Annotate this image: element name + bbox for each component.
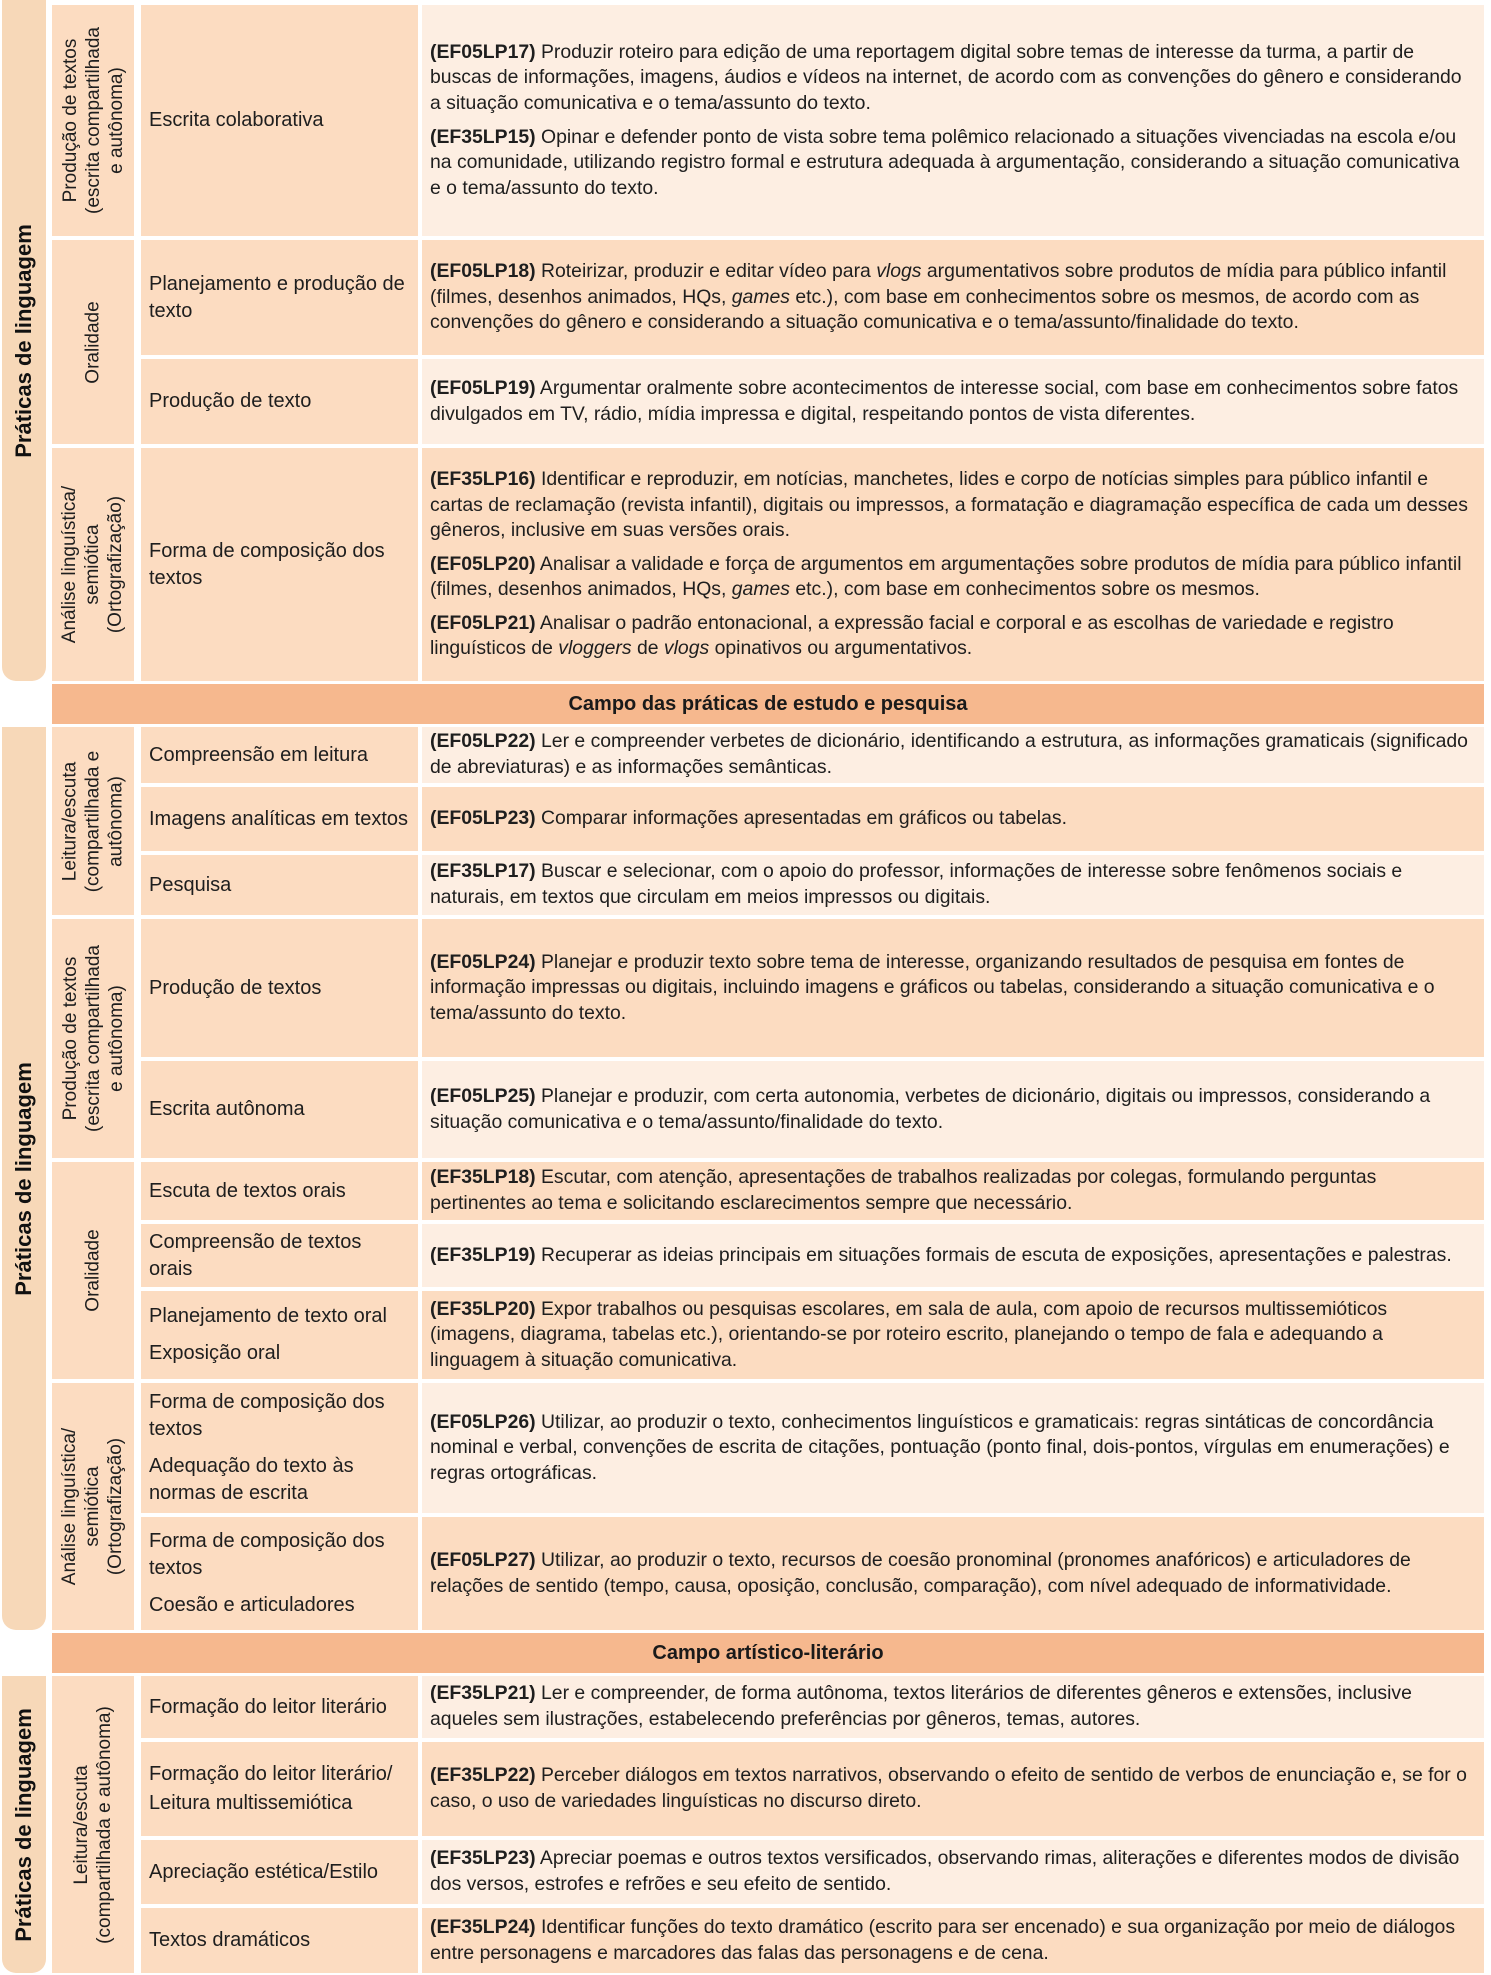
objeto-text: Produção de textos [149,976,322,999]
eixo-cell [52,1676,134,1973]
habilidade-italic: games [731,578,790,601]
campo-header: Campo das práticas de estudo e pesquisa [52,684,1484,724]
habilidade-text: etc.), com base em conhecimentos sobre os mesmos. [789,578,1260,601]
eixo-text: Análise linguística/ semiótica (Ortografização) [59,485,127,644]
habilidade [430,1915,1472,1966]
objeto-text: Formação do leitor literário/ [149,1763,393,1785]
eixo-text: Leitura/escuta (compartilhada e autônoma) [59,750,127,892]
habilidade-cell [422,1061,1484,1158]
habilidade-text: Apreciar poemas e outros textos versificados, observando rimas, aliterações e diferentes modos de divisão dos versos, estrofes e refrões e seu efeito de sentido. [430,1847,1460,1895]
objeto-text: Textos dramáticos [149,1929,311,1951]
habilidade [430,1297,1472,1374]
habilidade-cell [422,1742,1484,1836]
campo-header: Campo artístico-literário [52,1633,1484,1673]
eixo-cell [52,727,134,915]
habilidade [430,40,1472,117]
habilidade-text: Analisar a validade e força de argumentos em argumentações sobre produtos de mídia para público infantil (filmes, desenhos animados, HQs, [430,552,1462,601]
habilidade-code: (EF35LP16) [430,467,536,490]
habilidade-text: Utilizar, ao produzir o texto, recursos de coesão pronominal (pronomes anafóricos) e articuladores de relações de sentido (tempo, causa, oposição, conclusão, comparação), com nível adequado de informatividade. [430,1548,1411,1597]
objeto-text: Escrita colaborativa [149,109,324,131]
habilidade-text: Produzir roteiro para edição de uma reportagem digital sobre temas de interesse da turma, a partir de buscas de informações, imagens, áudios e vídeos na internet, de acordo com as convenções do gênero e considerando a situação comunicativa e o tema/assunto do texto. [430,40,1462,114]
habilidade-code: (EF05LP22) [430,730,536,753]
habilidade-text: Expor trabalhos ou pesquisas escolares, em sala de aula, com apoio de recursos multissemióticos (imagens, diagrama, tabelas etc.), orientando-se por roteiro escrito, planejando o tempo de fala e adequando a linguagem à situação comunicativa. [430,1297,1388,1371]
objeto-text: Planejamento de texto oral [149,1305,387,1327]
habilidade-text: Escutar, com atenção, apresentações de trabalhos realizadas por colegas, formulando perguntas pertinentes ao tema e solicitando esclarecimentos sempre que necessário. [430,1166,1377,1214]
habilidade-cell [422,919,1484,1057]
habilidade-code: (EF35LP18) [430,1166,536,1189]
eixo-cell [52,5,134,236]
objeto-cell [141,919,418,1057]
objeto-cell [141,1517,418,1630]
habilidade-code: (EF05LP21) [430,611,536,634]
habilidade-cell [422,727,1484,783]
eixo-text: Oralidade [82,1229,104,1312]
habilidade-cell [422,1291,1484,1379]
habilidade-code: (EF35LP15) [430,125,536,148]
objeto-cell [141,727,418,783]
objeto-text: Coesão e articuladores [149,1594,355,1616]
objeto-text: Forma de composição dos textos [149,1530,385,1579]
habilidade-italic: games [731,285,790,308]
pratica-label [2,727,46,1630]
habilidade [430,1763,1472,1814]
objeto-text: Exposição oral [149,1342,281,1364]
habilidade-text: Buscar e selecionar, com o apoio do professor, informações de interesse sobre fenômenos sociais e naturais, em textos que circulam em meios impressos ou digitais. [430,860,1403,908]
objeto-cell [141,1840,418,1904]
objeto-cell [141,1291,418,1379]
habilidade [430,125,1472,202]
objeto-text: Escrita autônoma [149,1098,305,1120]
objeto-text: Compreensão em leitura [149,743,368,766]
habilidade [430,1084,1472,1135]
objeto-text: Apreciação estética/Estilo [149,1860,379,1883]
objeto-cell [141,1676,418,1738]
objeto-text: Imagens analíticas em textos [149,807,409,830]
habilidade-text: Roteirizar, produzir e editar vídeo para [535,260,877,283]
pratica-text: Práticas de linguagem [11,1707,36,1942]
habilidade [430,1681,1472,1732]
objeto-cell [141,1162,418,1220]
habilidade-code: (EF05LP24) [430,950,536,973]
eixo-text: Leitura/escuta (compartilhada e autônoma) [71,1705,116,1944]
eixo-cell [52,1383,134,1630]
habilidade [430,611,1472,662]
habilidade-text: Recuperar as ideias principais em situações formais de escuta de exposições, apresentações e palestras. [535,1243,1452,1266]
habilidade-text: etc.), com base em conhecimentos sobre os mesmos, de acordo com as convenções do gênero e considerando a situação comunicativa e o tema/assunto/finalidade do texto. [430,285,1420,334]
habilidade [430,729,1472,780]
habilidade-code: (EF35LP19) [430,1243,536,1266]
habilidade-italic: vloggers [558,637,632,660]
habilidade-code: (EF35LP17) [430,860,536,883]
eixo-cell [52,919,134,1158]
habilidade-code: (EF05LP17) [430,40,536,63]
habilidade-text: Opinar e defender ponto de vista sobre tema polêmico relacionado a situações vivenciadas na escola e/ou na comunidade, utilizando registro formal e estrutura adequada à argumentação, considerando a situação comunicativa e o tema/assunto do texto. [430,125,1460,199]
pratica-label [2,0,46,681]
objeto-text: Leitura multissemiótica [149,1792,353,1814]
eixo-cell [52,240,134,444]
habilidade-cell [422,855,1484,915]
habilidade-text: Utilizar, ao produzir o texto, conhecimentos linguísticos e gramaticais: regras sintáticas de concordância nominal e verbal, convenções de escrita de citações, pontuação (ponto final, dois-pontos, vírgulas em enumerações) e regras ortográficas. [430,1410,1450,1484]
habilidade [430,1165,1472,1216]
objeto-text: Forma de composição dos textos [149,539,385,589]
habilidade-code: (EF35LP20) [430,1297,536,1320]
habilidade-text: Analisar o padrão entonacional, a expressão facial e corporal e as escolhas de variedade e registro linguísticos de [430,611,1394,660]
habilidade-italic: vlogs [876,260,922,283]
habilidade-text: Perceber diálogos em textos narrativos, observando o efeito de sentido de verbos de enunciação e, se for o caso, o uso de variedades linguísticas no discurso direto. [430,1764,1467,1812]
objeto-cell [141,1742,418,1836]
habilidade-cell [422,1840,1484,1904]
habilidade-code: (EF35LP21) [430,1682,536,1705]
habilidade-cell [422,240,1484,355]
habilidade-text: opinativos ou argumentativos. [709,637,973,660]
eixo-cell [52,1162,134,1379]
habilidade [430,376,1472,427]
pratica-text: Práticas de linguagem [11,223,36,458]
eixo-cell [52,448,134,681]
habilidade-code: (EF35LP23) [430,1847,536,1870]
objeto-cell [141,787,418,851]
objeto-cell [141,1061,418,1158]
objeto-text: Compreensão de textos orais [149,1230,362,1280]
habilidade-code: (EF05LP26) [430,1410,536,1433]
objeto-text: Produção de texto [149,390,312,412]
objeto-text: Formação do leitor literário [149,1695,387,1718]
habilidade-cell [422,787,1484,851]
pratica-label [2,1676,46,1973]
habilidade [430,1410,1472,1487]
habilidade-cell [422,1517,1484,1630]
eixo-text: Produção de textos (escrita compartilhada e autônoma) [59,945,127,1132]
habilidade-italic: vlogs [663,637,710,660]
habilidade [430,950,1472,1027]
habilidade-code: (EF05LP25) [430,1084,536,1107]
habilidade [430,806,1472,832]
habilidade-cell [422,1162,1484,1220]
objeto-cell [141,240,418,355]
objeto-text: Forma de composição dos textos [149,1391,385,1440]
habilidade [430,552,1472,603]
habilidade [430,1548,1472,1599]
objeto-text: Pesquisa [149,873,232,896]
habilidade-text: de [631,637,664,660]
habilidade-cell [422,1676,1484,1738]
habilidade-text: Argumentar oralmente sobre acontecimentos de interesse social, com base em conhecimentos sobre fatos divulgados em TV, rádio, mídia impressa e digital, respeitando pontos de vista diferentes. [430,376,1459,425]
habilidade [430,859,1472,910]
objeto-cell [141,359,418,444]
habilidade-text: Comparar informações apresentadas em gráficos ou tabelas. [535,807,1067,830]
habilidade-text: Planejar e produzir, com certa autonomia, verbetes de dicionário, digitais ou impressos, considerando a situação comunicativa e o tema/assunto/finalidade do texto. [430,1084,1431,1133]
habilidade-cell [422,1383,1484,1513]
habilidade-code: (EF05LP23) [430,807,536,830]
objeto-cell [141,1224,418,1287]
eixo-text: Oralidade [82,300,104,384]
objeto-text: Escuta de textos orais [149,1179,346,1202]
habilidade-cell [422,448,1484,681]
habilidade-code: (EF05LP19) [430,376,536,399]
habilidade [430,467,1472,544]
objeto-text: Adequação do texto às normas de escrita [149,1455,354,1504]
objeto-text: Planejamento e produção de texto [149,272,405,322]
habilidade [430,259,1472,336]
eixo-text: Produção de textos (escrita compartilhada e autônoma) [59,27,127,214]
habilidade-cell [422,359,1484,444]
habilidade-code: (EF05LP27) [430,1548,536,1571]
habilidade-text: Identificar e reproduzir, em notícias, manchetes, lides e corpo de notícias simples para público infantil e cartas de reclamação (revista infantil), digitais ou impressos, a formatação e diagramação específica de cada um desses gêneros, inclusive em suas versões orais. [430,467,1468,542]
habilidade-cell [422,1908,1484,1973]
habilidade-text: Planejar e produzir texto sobre tema de interesse, organizando resultados de pesquisa em fontes de informação impressas ou digitais, incluindo imagens e gráficos ou tabelas, considerando a situação comunicativa e o tema/assunto do texto. [430,950,1435,1024]
habilidade-code: (EF35LP22) [430,1764,536,1787]
habilidade [430,1243,1472,1269]
habilidade-code: (EF35LP24) [430,1915,536,1938]
habilidade-text: Ler e compreender verbetes de dicionário, identificando a estrutura, as informações gramaticais (significado de abreviaturas) e as informações semânticas. [430,730,1468,778]
objeto-cell [141,1908,418,1973]
objeto-cell [141,448,418,681]
pratica-text: Práticas de linguagem [11,1061,36,1296]
habilidade-text: Identificar funções do texto dramático (escrito para ser encenado) e sua organização por meio de diálogos entre personagens e marcadores das falas das personagens e de cena. [430,1915,1456,1964]
habilidade-cell [422,1224,1484,1287]
objeto-cell [141,5,418,236]
eixo-text: Análise linguística/ semiótica (Ortografização) [59,1427,127,1586]
habilidade-code: (EF05LP18) [430,260,536,283]
habilidade [430,1846,1472,1897]
habilidade-cell [422,5,1484,236]
habilidade-code: (EF05LP20) [430,552,536,575]
habilidade-text: argumentativos sobre produtos de mídia para público infantil (filmes, desenhos animados, HQs, [430,260,1447,308]
objeto-cell [141,855,418,915]
habilidade-text: Ler e compreender, de forma autônoma, textos literários de diferentes gêneros e extensões, inclusive aqueles sem ilustrações, estabelecendo preferências por gêneros, temas, autores. [430,1682,1412,1730]
objeto-cell [141,1383,418,1513]
